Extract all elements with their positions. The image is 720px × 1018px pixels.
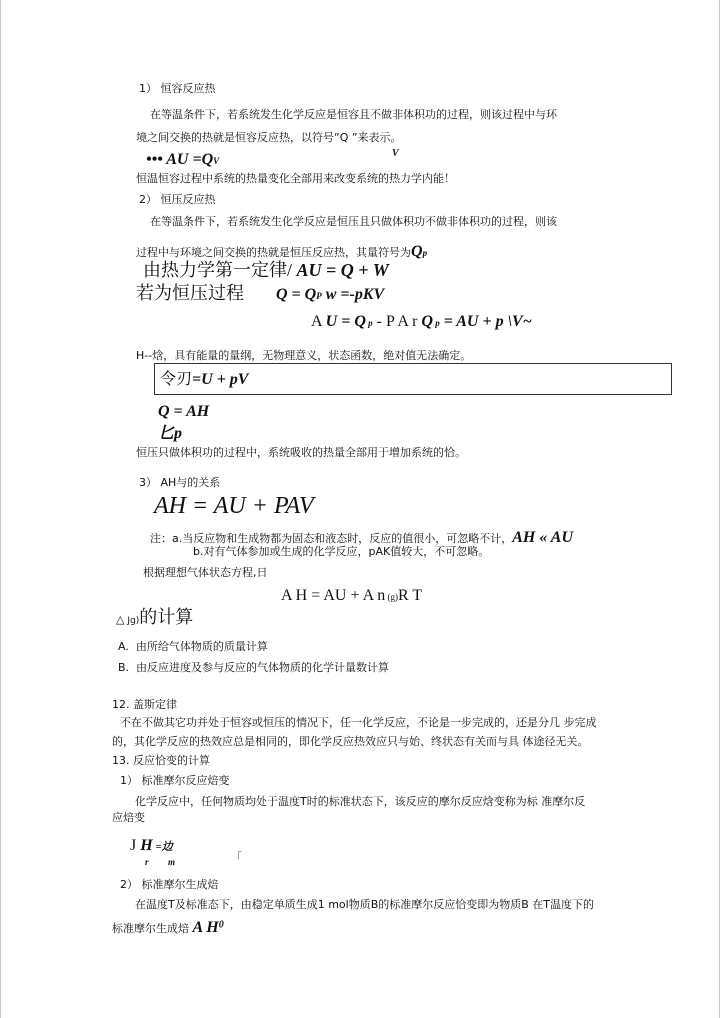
formula-superscript: 0 bbox=[218, 919, 224, 931]
note-a-formula: AH « AU bbox=[512, 529, 573, 546]
stray-bracket: 「 bbox=[231, 851, 242, 864]
paragraph-line: 化学反应中，任何物质均处于温度T时的标准状态下，该反应的摩尔反应焓变称为标 准摩尔反 bbox=[135, 795, 586, 808]
formula-ah0: A H bbox=[192, 919, 219, 936]
section-heading-constant-pressure: 2） 恒压反应热 bbox=[139, 193, 216, 206]
list-text: 由反应进度及参与反应的气体物质的化学计量数计算 bbox=[136, 661, 390, 674]
note-b: b.对有气体参加或生成的化学反应，pAK值较大，不可忽略。 bbox=[193, 545, 490, 558]
constant-pressure-conclusion: 恒压只做体积功的过程中，系统吸收的热量全部用于增加系统的恰。 bbox=[136, 446, 466, 459]
constant-pressure-formula bbox=[276, 285, 384, 306]
first-law-line bbox=[143, 259, 389, 282]
formula-part: U = Q bbox=[325, 313, 366, 330]
formula-part: = AU + p \V~ bbox=[439, 313, 532, 330]
symbol-qp-subscript: p bbox=[422, 248, 428, 258]
section-heading-enthalpy-calc: 13. 反应恰变的计算 bbox=[112, 754, 210, 767]
section-heading-hess-law: 12. 盖斯定律 bbox=[112, 698, 177, 711]
formula-subscript: (g) bbox=[385, 592, 399, 602]
list-item-b bbox=[118, 661, 389, 675]
formula-subscript: P bbox=[316, 291, 322, 301]
formula-part: J bbox=[130, 837, 141, 854]
formula-text: AU =Q bbox=[166, 151, 214, 168]
formula-q-ah-subscript: 匕p bbox=[158, 425, 183, 442]
formula-subscript-m: m bbox=[168, 857, 176, 867]
formula-part: Q = Q bbox=[276, 286, 317, 303]
formula-subscript-r: r bbox=[145, 857, 149, 867]
formula-qv bbox=[146, 150, 219, 171]
paragraph-line: 不在不做其它功并处于恒容或恒压的情况下，任一化学反应，不论是一步完成的，还是分几 步完成 bbox=[120, 716, 597, 729]
paragraph-line: 在等温条件下，若系统发生化学反应是恒容且不做非体积功的过程，则该过程中与环 bbox=[150, 108, 557, 121]
formula-part: R T bbox=[398, 587, 423, 604]
paragraph-text: 过程中与环境之间交换的热就是恒压反应热，其量符号为 bbox=[136, 246, 411, 259]
paragraph-line: 境之间交换的热就是恒容反应热，以符号“Q ”来表示。 bbox=[136, 131, 402, 144]
note-a-text: 注：a.当反应物和生成物都为固态和液态时，反应的值很小，可忽略不计， bbox=[150, 532, 513, 545]
symbol-qp: Q bbox=[411, 243, 423, 260]
paragraph-line: 的，其化学反应的热效应总是相同的，即化学反应热效应只与始、终状态有关而与具 体途径无关。 bbox=[112, 735, 589, 748]
calc-heading bbox=[116, 606, 193, 628]
section-heading-relation: 3） AH与的关系 bbox=[139, 476, 221, 489]
calc-title: 的计算 bbox=[139, 607, 194, 627]
formula-part: A bbox=[311, 313, 326, 330]
subsection-heading: 2） 标准摩尔生成焙 bbox=[120, 878, 219, 891]
delta-symbol: △ bbox=[116, 614, 125, 626]
ideal-gas-line: 根据理想气体状态方程,日 bbox=[143, 566, 268, 579]
list-item-a bbox=[118, 640, 268, 654]
conclusion-line: 恒温恒容过程中系统的热量变化全部用来改变系统的热力学内能！ bbox=[136, 172, 455, 185]
formula-part: A H = AU + A n bbox=[281, 587, 386, 604]
formula-part: H bbox=[140, 837, 153, 854]
enthalpy-formula bbox=[160, 369, 248, 390]
formula-subscript: p bbox=[432, 318, 440, 328]
enthalpy-definition: H--焓，具有能量的量纲，无物理意义，状态函数，绝对值无法确定。 bbox=[136, 349, 472, 362]
formula-part: =边 bbox=[152, 841, 173, 853]
subsection-heading: 1） 标准摩尔反应焙变 bbox=[120, 774, 230, 787]
paragraph-line: 应焙变 bbox=[112, 811, 145, 824]
formula-part: - P A r bbox=[372, 313, 422, 330]
formula-part: w =-pKV bbox=[321, 286, 385, 303]
derivation-formula bbox=[311, 311, 532, 333]
first-law-text: 由热力学第一定律/ bbox=[143, 260, 297, 280]
formula-jh bbox=[130, 835, 173, 857]
page-border-left bbox=[0, 0, 1, 1018]
delta-subscript: Jg) bbox=[124, 616, 140, 626]
list-text: 由所给气体物质的质量计算 bbox=[135, 640, 268, 653]
paragraph-text: 标准摩尔生成焙 bbox=[112, 922, 189, 935]
list-marker: B. bbox=[118, 661, 130, 674]
paragraph-line bbox=[112, 918, 224, 938]
formula-q-ah: Q = AH bbox=[158, 403, 210, 420]
formula-subscript: V bbox=[213, 156, 220, 166]
first-law-formula: AU = Q + W bbox=[296, 260, 389, 280]
stray-subscript: V bbox=[392, 148, 399, 159]
section-heading-constant-volume: 1） 恒容反应热 bbox=[139, 82, 216, 95]
formula-part: Q bbox=[421, 313, 433, 330]
formula-ah-au-pav: AH = AU + PAV bbox=[154, 493, 314, 519]
bullets: ••• bbox=[146, 151, 163, 168]
formula-subscript: p bbox=[365, 318, 373, 328]
paragraph-line: 在温度T及标准态下，由稳定单质生成1 mol物质B的标准摩尔反应恰变即为物质B 在T温度下的 bbox=[135, 898, 595, 911]
ideal-gas-formula bbox=[281, 586, 422, 607]
paragraph-line: 在等温条件下，若系统发生化学反应是恒压且只做体积功不做非体积功的过程，则该 bbox=[150, 215, 557, 228]
formula-text: =U + pV bbox=[192, 371, 249, 388]
formula-prefix: 令刃 bbox=[160, 371, 193, 388]
list-marker: A. bbox=[118, 640, 129, 653]
constant-pressure-text: 若为恒压过程 bbox=[136, 283, 244, 304]
